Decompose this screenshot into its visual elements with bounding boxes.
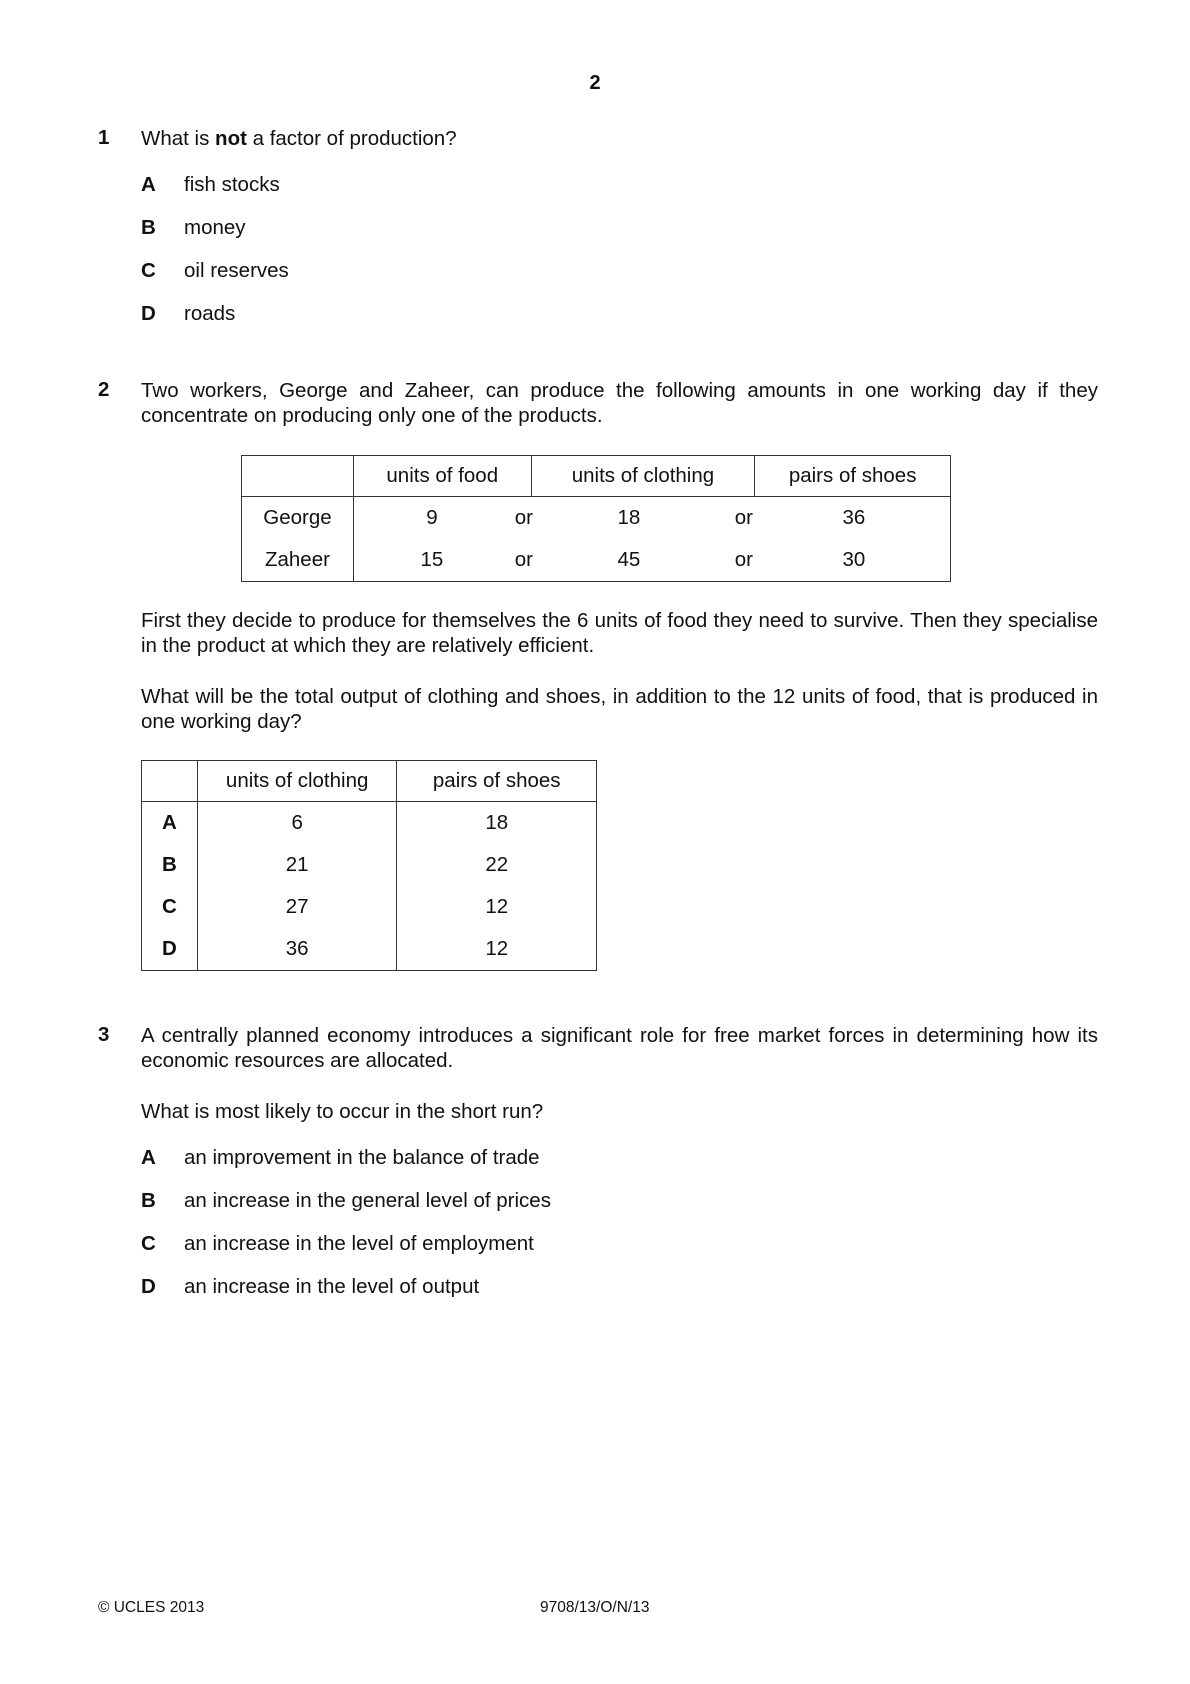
q3-option-letter: A: [141, 1146, 156, 1169]
answer-table-header-row: [142, 761, 597, 802]
q3-option-letter: C: [141, 1232, 156, 1255]
or-connector: or: [514, 506, 534, 529]
production-table-header-shoes: pairs of shoes: [755, 456, 951, 497]
production-values-cell: [353, 497, 950, 582]
answer-clothing-cell: [197, 802, 397, 971]
worker-name-george: George: [263, 506, 332, 529]
q1-option-letter: B: [141, 216, 156, 239]
or-connector: or: [734, 548, 754, 571]
production-table-header-clothing: units of clothing: [531, 456, 755, 497]
q1-option-letter: D: [141, 302, 156, 325]
production-table-header-food: units of food: [353, 456, 531, 497]
q1-option-text: money: [184, 216, 246, 239]
answer-table-header-clothing: units of clothing: [197, 761, 397, 802]
q3-option-b: [141, 1189, 551, 1213]
answer-c-clothing: 27: [285, 895, 309, 918]
production-table-header-row: [242, 456, 951, 497]
zaheer-clothing-value: 45: [617, 548, 641, 571]
q3-option-text: an improvement in the balance of trade: [184, 1146, 540, 1169]
production-table-header-blank: [242, 456, 354, 497]
answer-table-header-blank: [142, 761, 198, 802]
worker-names-cell: [242, 497, 354, 582]
answer-letter-b: B: [162, 853, 177, 876]
question-3-question: What is most likely to occur in the short run?: [141, 1100, 544, 1123]
answer-table-header-shoes: pairs of shoes: [397, 761, 597, 802]
answer-letters-cell: [142, 802, 198, 971]
george-shoes-value: 36: [842, 506, 866, 529]
q1-option-text: fish stocks: [184, 173, 280, 196]
answer-letter-c: C: [162, 895, 177, 918]
answer-a-clothing: 6: [291, 811, 303, 834]
or-connector: or: [734, 506, 754, 529]
zaheer-shoes-value: 30: [842, 548, 866, 571]
q1-option-letter: C: [141, 259, 156, 282]
question-2-paragraph-2: What will be the total output of clothing and shoes, in addition to the 12 units of food, that is produced in one working day?: [141, 685, 1098, 733]
q3-option-letter: D: [141, 1275, 156, 1298]
question-3-number: 3: [98, 1023, 110, 1046]
answer-shoes-cell: [397, 802, 597, 971]
production-table-body: [242, 497, 951, 582]
q1-option-text: roads: [184, 302, 236, 325]
zaheer-food-value: 15: [420, 548, 444, 571]
q3-option-text: an increase in the level of employment: [184, 1232, 534, 1255]
question-1-text-pre: What is: [141, 127, 216, 150]
george-food-value: 9: [426, 506, 438, 529]
footer-copyright: © UCLES 2013: [98, 1599, 205, 1616]
question-2-number: 2: [98, 378, 110, 401]
question-1-text-emphasis: not: [215, 127, 247, 150]
footer-paper-code: 9708/13/O/N/13: [540, 1599, 650, 1616]
q1-option-text: oil reserves: [184, 259, 289, 282]
q1-option-c: [141, 259, 289, 283]
answer-d-clothing: 36: [285, 937, 309, 960]
question-1-text-post: a factor of production?: [246, 127, 457, 150]
worker-name-zaheer: Zaheer: [264, 548, 330, 571]
q3-option-c: [141, 1232, 534, 1256]
question-1-text: [141, 126, 1098, 151]
answer-d-shoes: 12: [485, 937, 509, 960]
answer-table-body: [142, 802, 597, 971]
q3-option-d: [141, 1275, 479, 1299]
or-connector: or: [514, 548, 534, 571]
production-table: [241, 455, 951, 582]
answer-c-shoes: 12: [485, 895, 509, 918]
george-clothing-value: 18: [617, 506, 641, 529]
answer-letter-d: D: [162, 937, 177, 960]
q3-option-letter: B: [141, 1189, 156, 1212]
question-3-intro: A centrally planned economy introduces a significant role for free market forces in determining how its economic resources are allocated.: [141, 1024, 1098, 1072]
zaheer-values-row: [354, 539, 950, 581]
answer-options-table: [141, 760, 597, 971]
answer-a-shoes: 18: [485, 811, 509, 834]
question-1-number: 1: [98, 126, 110, 149]
q3-option-text: an increase in the general level of prices: [184, 1189, 551, 1212]
q3-option-a: [141, 1146, 540, 1170]
q1-option-d: [141, 302, 235, 326]
george-values-row: [354, 497, 950, 539]
answer-b-shoes: 22: [485, 853, 509, 876]
q1-option-b: [141, 216, 246, 240]
q3-option-text: an increase in the level of output: [184, 1275, 480, 1298]
q1-option-letter: A: [141, 173, 156, 196]
question-2-intro: Two workers, George and Zaheer, can produce the following amounts in one working day if they concentrate on producing only one of the products.: [141, 379, 1098, 427]
question-2-paragraph-1: First they decide to produce for themselves the 6 units of food they need to survive. Then they specialise in the product at which they are relatively efficient.: [141, 609, 1098, 657]
q1-option-a: [141, 173, 280, 197]
answer-b-clothing: 21: [285, 853, 309, 876]
page-number: 2: [589, 72, 601, 94]
answer-letter-a: A: [162, 811, 177, 834]
